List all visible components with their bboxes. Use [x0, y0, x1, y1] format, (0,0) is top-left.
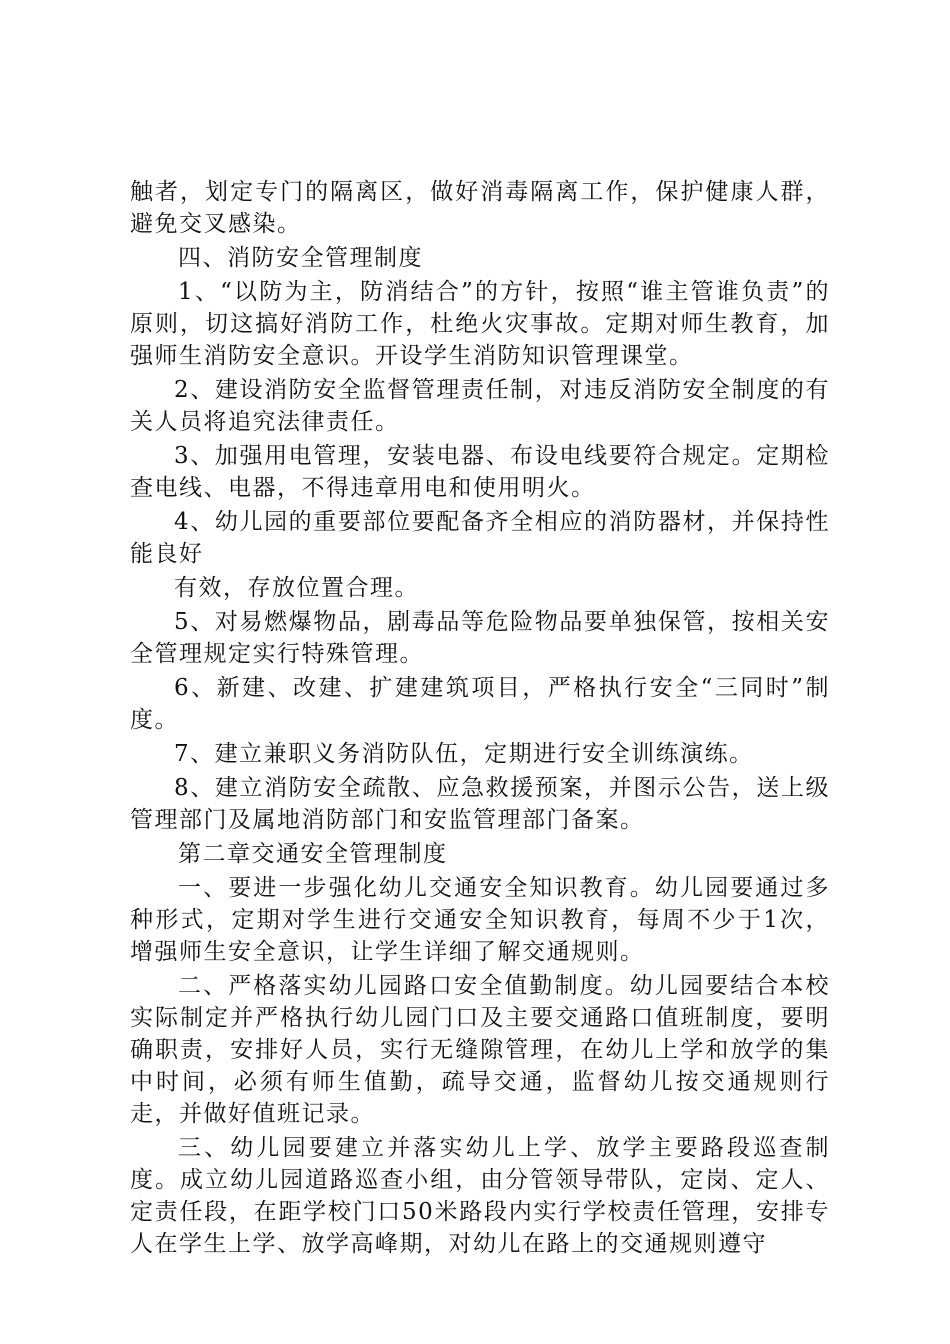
- paragraph-traffic-item-3: 三、幼儿园要建立并落实幼儿上学、放学主要路段巡查制度。成立幼儿园道路巡查小组，由分管领导带队，定岗、定人、定责任段，在距学校门口50米路段内实行学校责任管理，安排专人在学生上学、放学高峰期，对幼儿在路上的交通规则遵守: [130, 1135, 830, 1257]
- paragraph-fire-item-7: 7、建立兼职义务消防队伍，定期进行安全训练演练。: [174, 741, 754, 767]
- paragraph-fire-item-1: 1、“以防为主，防消结合”的方针，按照“谁主管谁负责”的原则，切这搞好消防工作，杜绝火灾事故。定期对师生教育，加强师生消防安全意识。开设学生消防知识管理课堂。: [130, 279, 830, 369]
- paragraph-fire-item-8: 8、建立消防安全疏散、应急救援预案，并图示公告，送上级管理部门及属地消防部门和安监管理部门备案。: [130, 775, 830, 833]
- paragraph-fire-item-5: 5、对易燃爆物品，剧毒品等危险物品要单独保管，按相关安全管理规定实行特殊管理。: [130, 609, 830, 667]
- paragraph-fire-item-2: 2、建设消防安全监督管理责任制，对违反消防安全制度的有关人员将追究法律责任。: [130, 377, 830, 435]
- chapter-heading-traffic-safety: 第二章交通安全管理制度: [178, 841, 448, 867]
- paragraph-fire-item-3: 3、加强用电管理，安装电器、布设电线要符合规定。定期检查电线、电器，不得违章用电和使用明火。: [130, 443, 830, 501]
- document-body: [130, 176, 830, 1262]
- paragraph-fire-item-4-cont: 有效，存放位置合理。: [174, 575, 419, 601]
- paragraph-traffic-item-2: 二、严格落实幼儿园路口安全值勤制度。幼儿园要结合本校实际制定并严格执行幼儿园门口及主要交通路口值班制度，要明确职责，安排好人员，实行无缝隙管理，在幼儿上学和放学的集中时间，必须有师生值勤，疏导交通，监督幼儿按交通规则行走，并做好值班记录。: [130, 973, 830, 1127]
- paragraph-traffic-item-1: 一、要进一步强化幼儿交通安全知识教育。幼儿园要通过多种形式，定期对学生进行交通安全知识教育，每周不少于1次，增强师生安全意识，让学生详细了解交通规则。: [130, 875, 830, 965]
- paragraph-fire-item-6: 6、新建、改建、扩建建筑项目，严格执行安全“三同时”制度。: [130, 675, 830, 733]
- section-heading-fire-safety: 四、消防安全管理制度: [178, 245, 423, 271]
- paragraph-fire-item-4: 4、幼儿园的重要部位要配备齐全相应的消防器材，并保持性能良好: [130, 509, 830, 567]
- paragraph-continuation: 触者，划定专门的隔离区，做好消毒隔离工作，保护健康人群，避免交叉感染。: [130, 179, 830, 237]
